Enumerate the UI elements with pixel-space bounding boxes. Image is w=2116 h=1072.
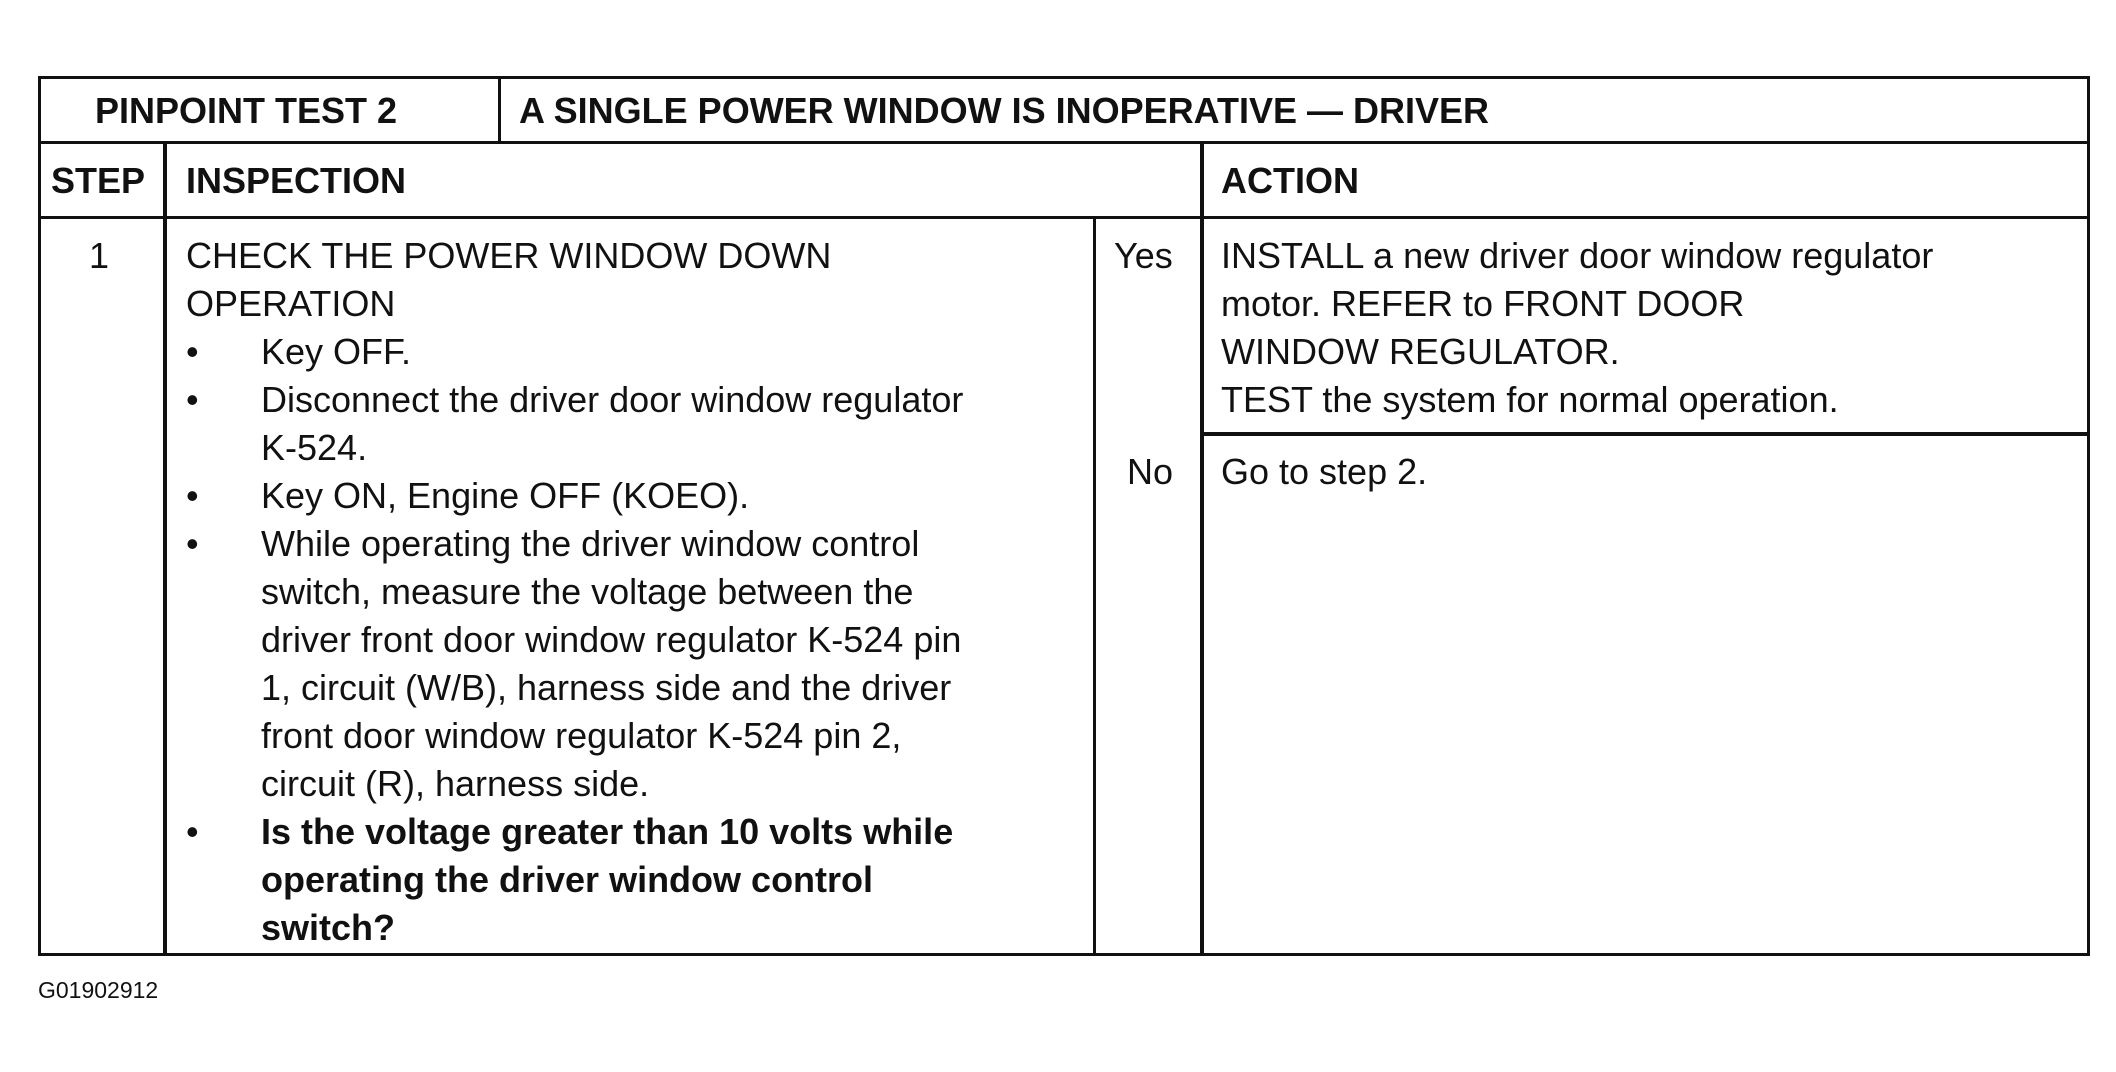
inspection-column-header: INSPECTION (186, 160, 407, 201)
answer-yes-label: Yes (1114, 235, 1173, 276)
bullet-text: K-524. (261, 427, 368, 468)
question-text: Is the voltage greater than 10 volts while (261, 811, 954, 852)
bullet-text: Key OFF. (261, 331, 412, 372)
answer-action-divider (1200, 141, 1204, 953)
yes-action-line-2: motor. REFER to FRONT DOOR (1221, 283, 1745, 324)
bullet-text: driver front door window regulator K-524 pin (261, 619, 962, 660)
inspection-answer-divider (1093, 216, 1096, 953)
list-item (186, 472, 963, 520)
list-item-question (186, 808, 963, 952)
bullet-text: front door window regulator K-524 pin 2, (261, 715, 902, 756)
action-column-header: ACTION (1221, 160, 1359, 201)
figure-id: G01902912 (38, 977, 159, 1003)
bullet-text: While operating the driver window control (261, 523, 920, 564)
bullet-icon: • (186, 331, 199, 372)
pinpoint-test-table (38, 76, 2090, 956)
yes-action-line-3: WINDOW REGULATOR. (1221, 331, 1620, 372)
yes-action-line-1: INSTALL a new driver door window regulator (1221, 235, 1934, 276)
test-name: PINPOINT TEST 2 (95, 90, 398, 131)
bullet-text: switch, measure the voltage between the (261, 571, 914, 612)
list-item (186, 376, 963, 472)
bullet-icon: • (186, 475, 199, 516)
step-column-divider (163, 141, 167, 953)
inspection-heading-line-2: OPERATION (186, 283, 396, 324)
list-item (186, 328, 963, 376)
question-text: operating the driver window control (261, 859, 874, 900)
bullet-text: Key ON, Engine OFF (KOEO). (261, 475, 750, 516)
inspection-steps-list (186, 328, 963, 952)
title-divider (498, 79, 501, 142)
step-number: 1 (89, 235, 110, 276)
bullet-icon: • (186, 523, 199, 564)
bullet-text: circuit (R), harness side. (261, 763, 650, 804)
column-header-divider (41, 216, 2087, 219)
bullet-text: Disconnect the driver door window regulator (261, 379, 964, 420)
yes-no-divider (1200, 432, 2087, 436)
step-column-header: STEP (51, 160, 146, 201)
yes-action-line-4: TEST the system for normal operation. (1221, 379, 1839, 420)
list-item (186, 520, 963, 808)
bullet-icon: • (186, 379, 199, 420)
bullet-text: 1, circuit (W/B), harness side and the driver (261, 667, 952, 708)
inspection-heading-line-1: CHECK THE POWER WINDOW DOWN (186, 235, 832, 276)
test-title: A SINGLE POWER WINDOW IS INOPERATIVE — DRIVER (519, 90, 1490, 131)
no-action: Go to step 2. (1221, 451, 1428, 492)
bullet-icon: • (186, 811, 199, 852)
answer-no-label: No (1127, 451, 1174, 492)
header-divider (41, 141, 2087, 144)
question-text: switch? (261, 907, 396, 948)
